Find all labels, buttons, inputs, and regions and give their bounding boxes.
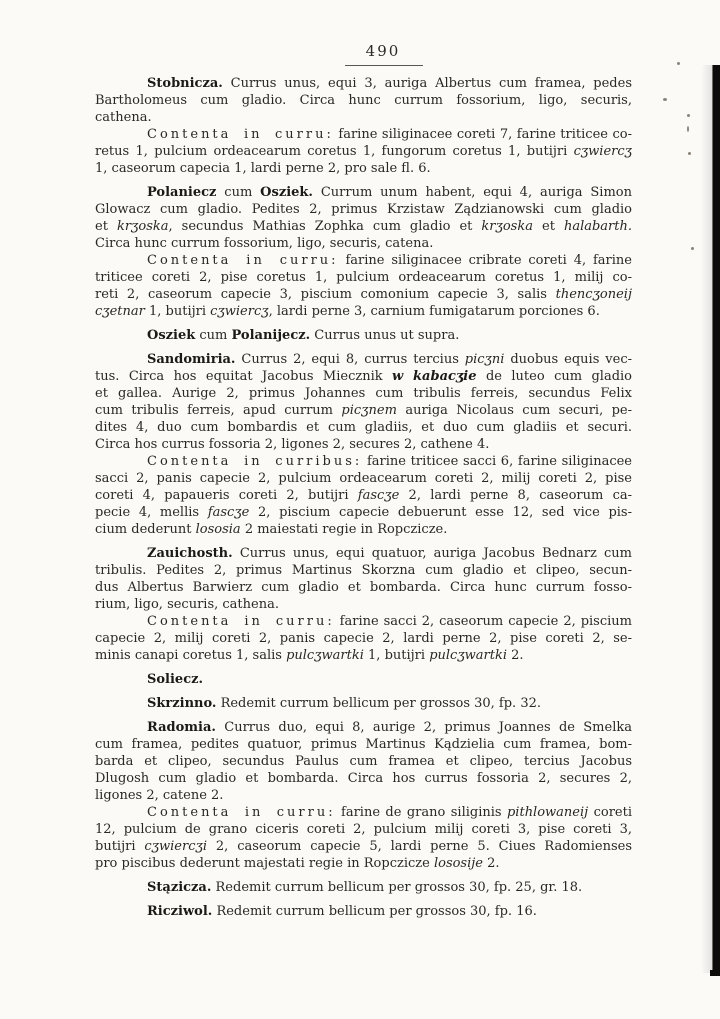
text-line	[95, 647, 632, 664]
text-segment: et	[95, 219, 117, 234]
text-line	[95, 75, 632, 92]
text-line	[95, 855, 632, 872]
text-line	[95, 109, 632, 126]
text-segment: triticee coreti 2, pise coretus 1, pulcium ordeacearum coretus 1, milij co-	[95, 270, 632, 285]
text-line	[95, 630, 632, 647]
text-segment: et gallea. Aurige 2, primus Johannes cum tribulis ferreis, secundus Felix	[95, 386, 632, 401]
text-segment: ligones 2, catene 2.	[95, 788, 224, 803]
text-segment: Contenta in curru:	[147, 614, 335, 629]
text-segment: Stobnicza.	[147, 76, 223, 91]
text-segment: , secundus Mathias Zophka cum gladio et	[168, 219, 482, 234]
page-number: 490	[365, 42, 401, 60]
page-text	[95, 75, 632, 920]
scan-speck	[663, 98, 667, 101]
text-line	[95, 903, 632, 920]
text-segment: 2, caseorum capecie 5, lardi perne 5. Ciues Radomienses	[206, 839, 632, 854]
text-segment: , lardi perne 3, carnium fumigatarum porciones 6.	[268, 304, 600, 319]
text-segment: Soliecz.	[147, 672, 204, 687]
text-segment: cathena.	[95, 110, 152, 125]
text-line	[95, 613, 632, 630]
paragraph-stobnicza	[95, 75, 632, 126]
text-segment: 2.	[483, 856, 500, 871]
text-line	[95, 303, 632, 320]
text-line	[95, 770, 632, 787]
text-segment: minis canapi coretus 1, salis	[95, 648, 287, 663]
text-segment: Osziek	[147, 328, 196, 343]
text-segment: Redemit currum bellicum per grossos 30, fp. 25, gr. 18.	[211, 880, 583, 895]
text-line	[95, 504, 632, 521]
text-segment: krʒoska	[116, 219, 169, 234]
text-line	[95, 487, 632, 504]
text-line	[95, 218, 632, 235]
text-segment: Currus unus, equi quatuor, auriga Jacobus Bednarz cum	[232, 546, 632, 561]
text-segment: pulcʒwartki	[286, 648, 364, 663]
paragraph-polaniecz-contenta	[95, 252, 632, 320]
text-segment: Glowacz cum gladio. Pedites 2, primus Krzistaw Ządzianowski cum gladio	[95, 202, 632, 217]
text-segment: duobus equis vec-	[504, 352, 632, 367]
text-segment: Contenta in curribus:	[147, 454, 363, 469]
text-segment: cʒwiercʒi	[144, 839, 207, 854]
text-segment: 1, butijri	[144, 304, 211, 319]
text-segment: 1, butijri	[363, 648, 430, 663]
paragraph-polaniecz	[95, 184, 632, 252]
text-segment: Redemit currum bellicum per grossos 30, fp. 32.	[216, 696, 541, 711]
text-segment: rium, ligo, securis, cathena.	[95, 597, 279, 612]
text-segment: dites 4, duo cum bombardis et cum gladiis, et duo cum gladiis et securi.	[95, 420, 632, 435]
text-segment: Polaniecz	[147, 185, 217, 200]
text-segment: Currum unum habent, equi 4, auriga Simon	[312, 185, 632, 200]
text-segment: Currus 2, equi 8, currus tercius	[235, 352, 465, 367]
text-segment: 2, piscium capecie debuerunt esse 12, sed vice pis-	[249, 505, 632, 520]
text-line	[95, 126, 632, 143]
text-segment: capecie 2, milij coreti 2, panis capecie 2, lardi perne 2, pise coreti 2, se-	[95, 631, 632, 646]
text-segment: cum framea, pedites quatuor, primus Martinus Kądzielia cum framea, bom-	[95, 737, 632, 752]
text-segment: sacci 2, panis capecie 2, pulcium ordeacearum coreti 2, milij coreti 2, pise	[95, 471, 632, 486]
paragraph-zauichosth-contenta	[95, 613, 632, 664]
text-segment: Circa hos currus fossoria 2, ligones 2, secures 2, cathene 4.	[95, 437, 490, 452]
text-segment: Osziek.	[260, 185, 313, 200]
text-segment: auriga Nicolaus cum securi, pe-	[396, 403, 632, 418]
text-segment: cum	[195, 328, 232, 343]
text-line	[95, 351, 632, 368]
scan-edge-blob	[710, 970, 720, 976]
text-segment: pithlowaneij	[506, 805, 589, 820]
text-segment: Dlugosh cum gladio et bombarda. Circa hos currus fossoria 2, secures 2,	[95, 771, 632, 786]
scan-speck	[677, 62, 680, 65]
text-line	[95, 695, 632, 712]
text-segment: Polanijecz.	[231, 328, 311, 343]
text-segment: 1, caseorum capecia 1, lardi perne 2, pro sale fl. 6.	[95, 161, 431, 176]
text-line	[95, 419, 632, 436]
text-segment: thencʒoneij	[555, 287, 632, 302]
text-segment: pecie 4, mellis	[95, 505, 208, 520]
text-segment: butijri	[95, 839, 145, 854]
text-segment: cum	[216, 185, 261, 200]
scan-speck	[687, 114, 690, 117]
text-segment: coreti 4, papaueris coreti 2, butijri	[95, 488, 358, 503]
text-line	[95, 368, 632, 385]
text-segment: Zauichosth.	[147, 546, 233, 561]
text-segment: Stązicza.	[147, 880, 212, 895]
text-segment: Currus duo, equi 8, aurige 2, primus Joannes de Smelka	[215, 720, 632, 735]
text-segment: 2 maiestati regie in Ropczicze.	[240, 522, 448, 537]
text-segment: cʒwiercʒ	[573, 144, 632, 159]
paragraph-osziek	[95, 327, 632, 344]
text-line	[95, 252, 632, 269]
text-segment: Bartholomeus cum gladio. Circa hunc currum fossorium, ligo, securis,	[95, 93, 632, 108]
text-segment: cium dederunt	[95, 522, 196, 537]
text-line	[95, 470, 632, 487]
text-segment: Currus unus, equi 3, auriga Albertus cum framea, pedes	[222, 76, 632, 91]
text-line	[95, 671, 632, 688]
text-segment: lososije	[433, 856, 483, 871]
text-segment: halabarth.	[563, 219, 632, 234]
text-line	[95, 596, 632, 613]
text-line	[95, 521, 632, 538]
text-segment: Currus unus ut supra.	[310, 328, 460, 343]
text-line	[95, 160, 632, 177]
text-line	[95, 838, 632, 855]
text-segment: Circa hunc currum fossorium, ligo, securis, catena.	[95, 236, 434, 251]
paragraph-zauichosth	[95, 545, 632, 613]
text-segment: Contenta in curru:	[147, 253, 339, 268]
paragraph-soliecz	[95, 671, 632, 688]
scan-speck	[687, 126, 689, 132]
text-line	[95, 787, 632, 804]
paragraph-radomia	[95, 719, 632, 804]
text-segment: pulcʒwartki	[429, 648, 508, 663]
text-segment: farine siliginacee coreti 7, farine triticee co-	[333, 127, 632, 142]
scan-edge-strip	[712, 65, 720, 973]
paragraph-sandomiria-contenta	[95, 453, 632, 538]
text-line	[95, 453, 632, 470]
paragraph-stazicza	[95, 879, 632, 896]
text-segment: farine triticee sacci 6, farine siliginacee	[362, 454, 632, 469]
text-line	[95, 402, 632, 419]
text-line	[95, 184, 632, 201]
text-line	[95, 286, 632, 303]
text-line	[95, 821, 632, 838]
text-line	[95, 736, 632, 753]
text-segment: Sandomiria.	[147, 352, 236, 367]
text-line	[95, 201, 632, 218]
text-segment: cʒwiercʒ	[210, 304, 269, 319]
page-number-rule	[345, 65, 423, 66]
paragraph-skrzinno	[95, 695, 632, 712]
text-line	[95, 879, 632, 896]
text-segment: picʒni	[464, 352, 505, 367]
text-segment: cʒetnar	[95, 304, 145, 319]
text-segment: 2, lardi perne 8, caseorum ca-	[399, 488, 632, 503]
text-line	[95, 562, 632, 579]
text-line	[95, 545, 632, 562]
text-segment: cum tribulis ferreis, apud currum	[95, 403, 342, 418]
text-line	[95, 269, 632, 286]
text-segment: Radomia.	[147, 720, 216, 735]
text-segment: Redemit currum bellicum per grossos 30, fp. 16.	[212, 904, 537, 919]
scan-speck	[691, 247, 694, 250]
text-segment: de luteo cum gladio	[476, 369, 632, 384]
text-line	[95, 235, 632, 252]
text-segment: farine sacci 2, caseorum capecie 2, piscium	[334, 614, 632, 629]
text-segment: fascʒe	[207, 505, 250, 520]
text-segment: krʒoska	[481, 219, 533, 234]
text-segment: 2.	[507, 648, 524, 663]
text-line	[95, 436, 632, 453]
text-line	[95, 719, 632, 736]
text-segment: farine de grano siliginis	[335, 805, 507, 820]
text-line	[95, 804, 632, 821]
text-segment: Ricziwol.	[147, 904, 213, 919]
text-segment: tus. Circa hos equitat Jacobus Miecznik	[95, 369, 393, 384]
text-line	[95, 327, 632, 344]
text-segment: lososia	[195, 522, 241, 537]
text-segment: Contenta in curru:	[147, 127, 334, 142]
text-line	[95, 143, 632, 160]
text-segment: Skrzinno.	[147, 696, 217, 711]
text-line	[95, 385, 632, 402]
paragraph-ricziwol	[95, 903, 632, 920]
text-segment: coreti	[588, 805, 632, 820]
paragraph-stobnicza-contenta	[95, 126, 632, 177]
scan-speck	[688, 152, 691, 155]
text-segment: fascʒe	[357, 488, 400, 503]
text-line	[95, 92, 632, 109]
text-segment: dus Albertus Barwierz cum gladio et bombarda. Circa hunc currum fosso-	[95, 580, 632, 595]
text-segment: 12, pulcium de grano ciceris coreti 2, pulcium milij coreti 3, pise coreti 3,	[95, 822, 632, 837]
text-segment: et	[532, 219, 564, 234]
text-segment: Contenta in curru:	[147, 805, 336, 820]
paragraph-radomia-contenta	[95, 804, 632, 872]
text-segment: tribulis. Pedites 2, primus Martinus Skorzna cum gladio et clipeo, secun-	[95, 563, 632, 578]
text-segment: w kabacʒie	[392, 369, 477, 384]
text-line	[95, 753, 632, 770]
text-segment: reti 2, caseorum capecie 3, piscium comonium capecie 3, salis	[95, 287, 556, 302]
text-segment: retus 1, pulcium ordeacearum coretus 1, fungorum coretus 1, butijri	[95, 144, 574, 159]
text-segment: farine siliginacee cribrate coreti 4, farine	[338, 253, 632, 268]
text-segment: pro piscibus dederunt majestati regie in Ropczicze	[95, 856, 434, 871]
paragraph-sandomiria	[95, 351, 632, 453]
text-segment: barda et clipeo, secundus Paulus cum framea et clipeo, tercius Jacobus	[95, 754, 632, 769]
text-segment: picʒnem	[341, 403, 397, 418]
text-line	[95, 579, 632, 596]
